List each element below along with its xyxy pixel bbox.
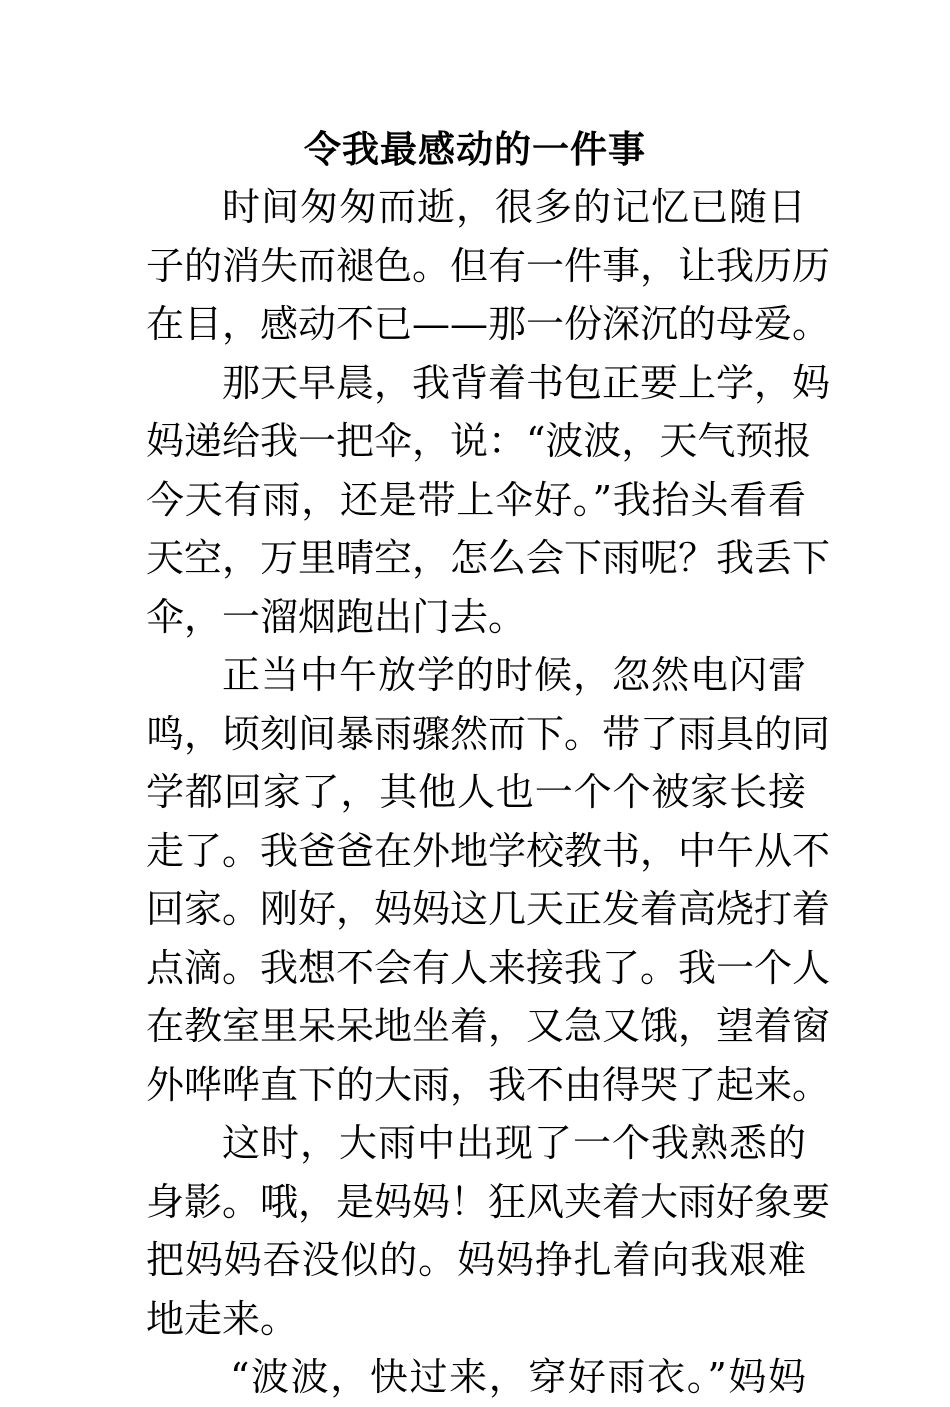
text-line: 外哗哗直下的大雨，我不由得哭了起来。: [146, 1062, 831, 1107]
text-line: 在教室里呆呆地坐着，又急又饿，望着窗: [146, 1004, 831, 1048]
text-line: 那天早晨，我背着书包正要上学，妈: [222, 360, 831, 405]
text-line: 伞，一溜烟跑出门去。: [146, 594, 527, 639]
text-line: 子的消失而褪色。但有一件事，让我历历: [146, 243, 831, 288]
text-line: “波波，快过来，穿好雨衣。”妈妈: [230, 1355, 806, 1399]
text-line: 地走来。: [146, 1296, 299, 1341]
text-line: 点滴。我想不会有人来接我了。我一个人: [146, 945, 831, 990]
text-line: 今天有雨，还是带上伞好。”我抬头看看: [146, 477, 806, 522]
document-title: 令我最感动的一件事: [304, 127, 646, 171]
text-line: 走了。我爸爸在外地学校教书，中午从不: [146, 828, 831, 873]
text-line: 正当中午放学的时候，忽然电闪雷: [222, 653, 806, 697]
text-line: 天空，万里晴空，怎么会下雨呢？我丢下: [146, 536, 831, 580]
text-line: 身影。哦，是妈妈！狂风夹着大雨好象要: [146, 1179, 831, 1224]
text-line: 时间匆匆而逝，很多的记忆已随日: [222, 185, 806, 229]
text-line: 鸣，顷刻间暴雨骤然而下。带了雨具的同: [146, 711, 831, 756]
text-line: 这时，大雨中出现了一个我熟悉的: [222, 1121, 806, 1165]
document-body: [146, 178, 831, 1407]
text-line: 把妈妈吞没似的。妈妈挣扎着向我艰难: [146, 1238, 806, 1282]
text-line: 回家。刚好，妈妈这几天正发着高烧打着: [146, 887, 831, 931]
text-line: 学都回家了，其他人也一个个被家长接: [146, 770, 806, 814]
text-line: 妈递给我一把伞，说：“波波，天气预报: [146, 419, 812, 463]
text-line: 在目，感动不已——那一份深沉的母爱。: [146, 302, 831, 346]
